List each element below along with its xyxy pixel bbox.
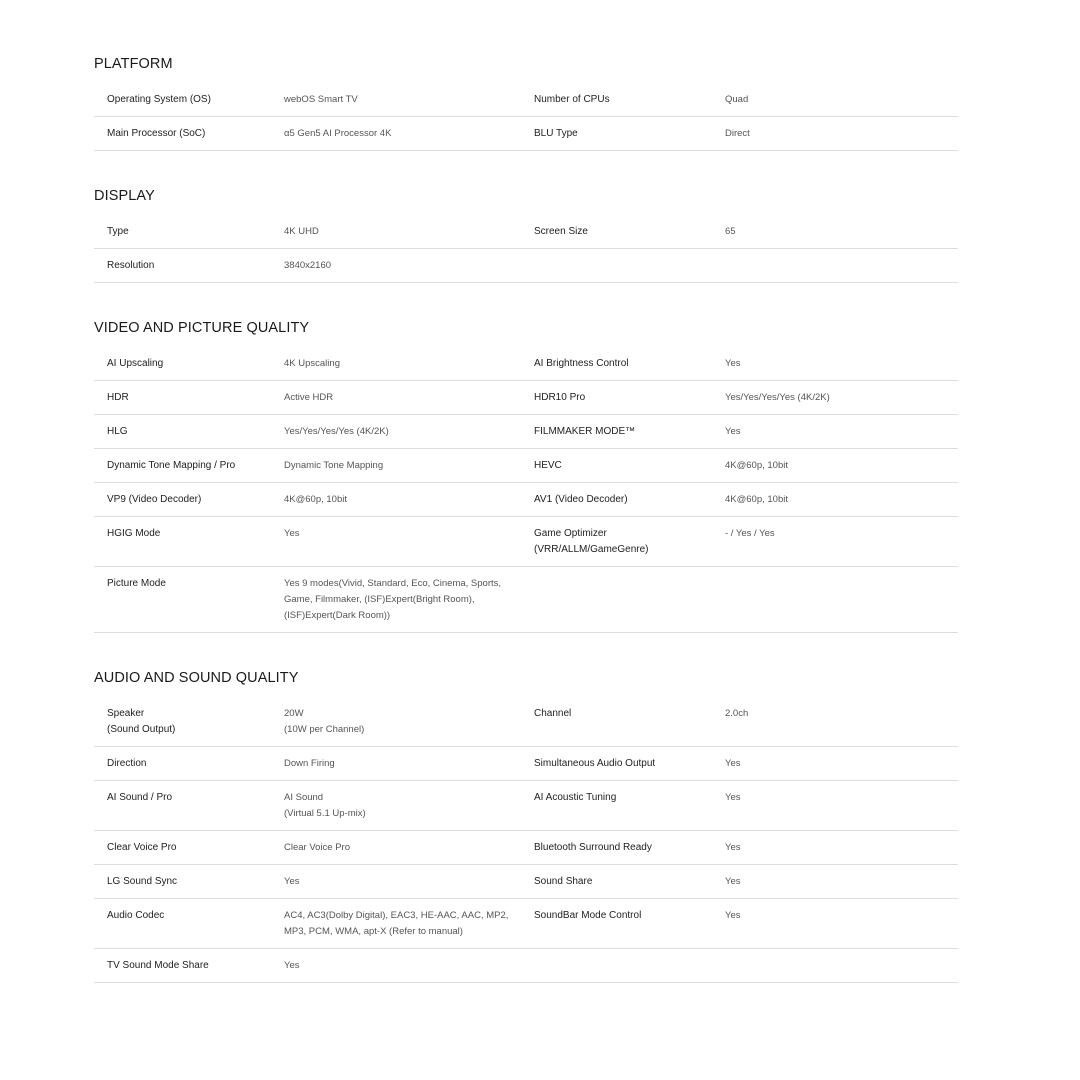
spec-table <box>94 0 958 983</box>
spec-row <box>94 117 958 151</box>
spec-value: Yes <box>725 758 741 769</box>
section-video-picture-quality <box>94 283 958 633</box>
spec-label: Screen Size <box>534 226 588 237</box>
spec-value: Dynamic Tone Mapping <box>284 460 384 471</box>
spec-label: HDR <box>107 392 129 403</box>
spec-row <box>94 831 958 865</box>
spec-value: Yes <box>725 876 741 887</box>
spec-value: 4K@60p, 10bit <box>725 460 788 471</box>
spec-label: VP9 (Video Decoder) <box>107 494 202 505</box>
spec-label: HDR10 Pro <box>534 392 586 403</box>
spec-value <box>725 958 958 974</box>
spec-value: 3840x2160 <box>284 260 332 271</box>
spec-value: Yes <box>284 960 300 971</box>
spec-value: 20W (10W per Channel) <box>284 708 365 735</box>
spec-label: Bluetooth Surround Ready <box>534 842 652 853</box>
spec-row <box>94 517 958 567</box>
spec-value: Yes 9 modes(Vivid, Standard, Eco, Cinema, Sports, Game, Filmmaker, (ISF)Expert(Bright Room), (ISF)Expert(Dark Room)) <box>284 578 502 621</box>
spec-label: AI Brightness Control <box>534 358 629 369</box>
spec-row <box>94 949 958 983</box>
spec-value: 4K UHD <box>284 226 319 237</box>
spec-row <box>94 83 958 117</box>
spec-row <box>94 567 958 633</box>
spec-value: Quad <box>725 94 749 105</box>
spec-label: AV1 (Video Decoder) <box>534 494 628 505</box>
spec-value: 4K@60p, 10bit <box>725 494 788 505</box>
spec-row <box>94 381 958 415</box>
spec-value: Yes/Yes/Yes/Yes (4K/2K) <box>725 392 830 403</box>
spec-label: AI Acoustic Tuning <box>534 792 617 803</box>
spec-value: Yes <box>725 426 741 437</box>
spec-row <box>94 415 958 449</box>
spec-value: Yes <box>284 876 300 887</box>
spec-value: Yes <box>725 792 741 803</box>
section-display <box>94 151 958 283</box>
spec-label: Operating System (OS) <box>107 94 211 105</box>
spec-label: HGIG Mode <box>107 528 161 539</box>
section-audio-sound-quality <box>94 633 958 983</box>
spec-label: FILMMAKER MODE™ <box>534 426 636 437</box>
spec-label: Picture Mode <box>107 578 166 589</box>
spec-label: Direction <box>107 758 147 769</box>
spec-value: AC4, AC3(Dolby Digital), EAC3, HE-AAC, AAC, MP2, MP3, PCM, WMA, apt-X (Refer to manual) <box>284 910 509 937</box>
spec-row <box>94 697 958 747</box>
spec-value: 65 <box>725 226 736 237</box>
spec-label: LG Sound Sync <box>107 876 178 887</box>
spec-label: Type <box>107 226 129 237</box>
spec-label: BLU Type <box>534 128 578 139</box>
spec-label: Speaker (Sound Output) <box>107 708 176 735</box>
spec-label: SoundBar Mode Control <box>534 910 642 921</box>
spec-value: webOS Smart TV <box>284 94 358 105</box>
spec-label <box>534 958 725 974</box>
spec-label: Audio Codec <box>107 910 165 921</box>
section-title: PLATFORM <box>94 56 173 72</box>
spec-label: HLG <box>107 426 128 437</box>
spec-value: Yes <box>284 528 300 539</box>
spec-label: Number of CPUs <box>534 94 610 105</box>
spec-row <box>94 215 958 249</box>
spec-row <box>94 483 958 517</box>
spec-value: Yes <box>725 910 741 921</box>
spec-row <box>94 449 958 483</box>
spec-value: 4K Upscaling <box>284 358 340 369</box>
spec-label <box>534 258 725 274</box>
spec-label: Dynamic Tone Mapping / Pro <box>107 460 236 471</box>
spec-label: TV Sound Mode Share <box>107 960 209 971</box>
section-platform <box>94 0 958 151</box>
spec-label: Resolution <box>107 260 155 271</box>
spec-label: Simultaneous Audio Output <box>534 758 656 769</box>
section-title: AUDIO AND SOUND QUALITY <box>94 670 299 686</box>
spec-value: Active HDR <box>284 392 334 403</box>
spec-value: Down Firing <box>284 758 335 769</box>
spec-row <box>94 747 958 781</box>
spec-value: 4K@60p, 10bit <box>284 494 347 505</box>
spec-value: Yes/Yes/Yes/Yes (4K/2K) <box>284 426 389 437</box>
spec-label: AI Sound / Pro <box>107 792 173 803</box>
spec-label: Game Optimizer (VRR/ALLM/GameGenre) <box>534 528 649 555</box>
section-title: VIDEO AND PICTURE QUALITY <box>94 320 310 336</box>
spec-label: HEVC <box>534 460 562 471</box>
spec-value <box>725 258 958 274</box>
spec-value: Yes <box>725 358 741 369</box>
spec-value: - / Yes / Yes <box>725 528 775 539</box>
spec-row <box>94 347 958 381</box>
spec-label: AI Upscaling <box>107 358 164 369</box>
spec-value: 2.0ch <box>725 708 749 719</box>
spec-label: Channel <box>534 708 572 719</box>
section-title: DISPLAY <box>94 188 155 204</box>
spec-value: AI Sound (Virtual 5.1 Up-mix) <box>284 792 366 819</box>
spec-row <box>94 899 958 949</box>
spec-value: Yes <box>725 842 741 853</box>
spec-value: Direct <box>725 128 750 139</box>
spec-value: α5 Gen5 AI Processor 4K <box>284 128 392 139</box>
spec-row <box>94 781 958 831</box>
spec-label: Clear Voice Pro <box>107 842 177 853</box>
spec-value: Clear Voice Pro <box>284 842 351 853</box>
spec-label: Sound Share <box>534 876 593 887</box>
spec-label: Main Processor (SoC) <box>107 128 206 139</box>
spec-row <box>94 249 958 283</box>
spec-row <box>94 865 958 899</box>
